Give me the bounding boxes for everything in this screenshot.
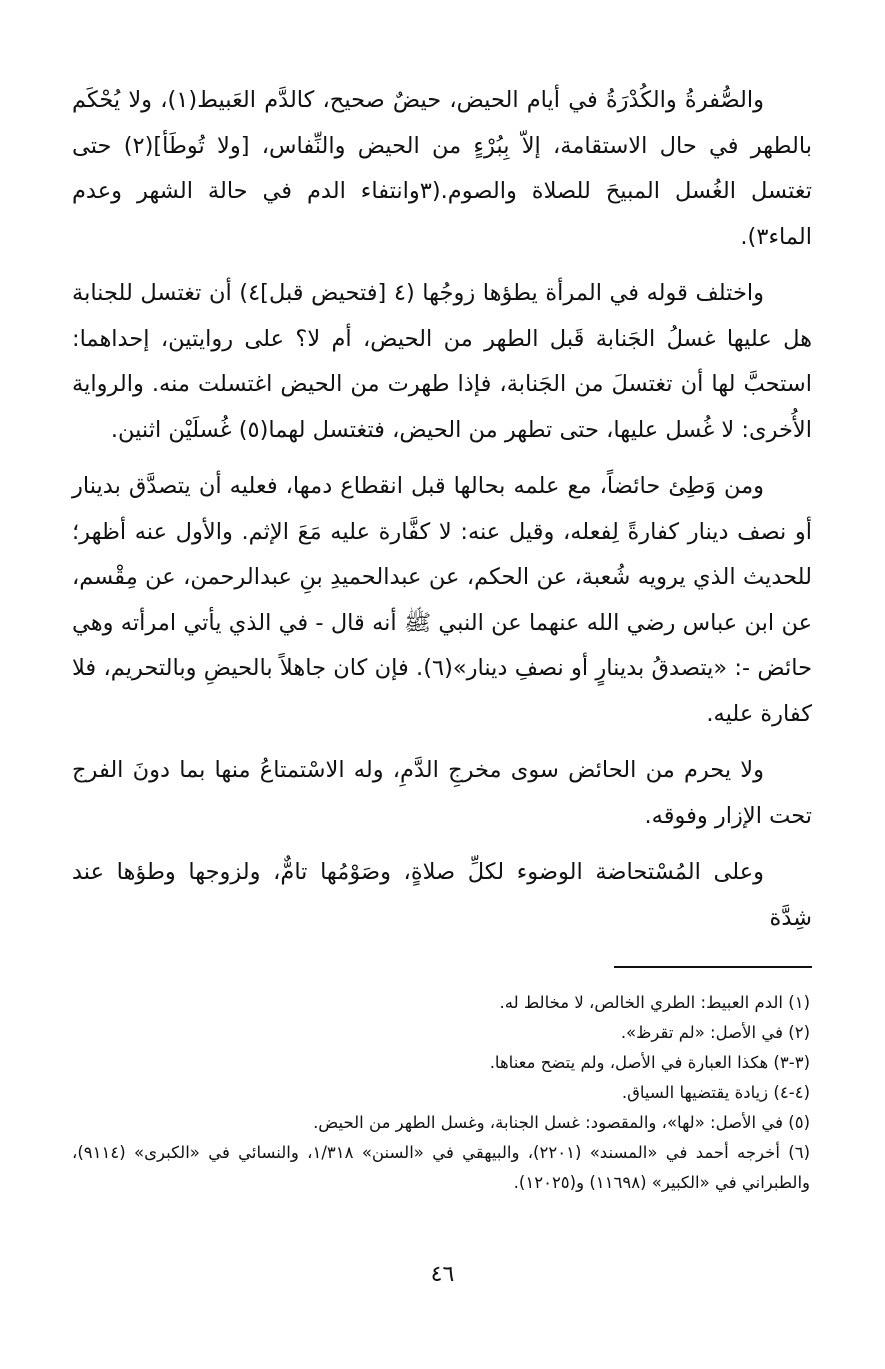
page-number: ٤٦ xyxy=(430,1262,455,1287)
paragraph-intercourse-before-ghusl: واختلف قوله في المرأة يطؤها زوجُها (٤ [فتحيض قبل]٤) أن تغتسل للجنابة هل عليها غسلُ الجَنابة قَبل الطهر من الحيض، أم لا؟ على روايتين، إحداهما: استحبَّ لها أن تغتسلَ من الجَنابة، فإذا طهرت من الحيض اغتسلت منه. والرواية الأُخرى: لا غُسل عليها، حتى تطهر من الحيض، فتغتسل لهما(٥) غُسلَيْن اثنين. xyxy=(72,280,812,443)
footnote-3: (٣-٣) هكذا العبارة في الأصل، ولم يتضح معناها. xyxy=(489,1053,810,1072)
footnote-4: (٤-٤) زيادة يقتضيها السياق. xyxy=(621,1083,810,1102)
footnote-separator xyxy=(614,966,812,968)
footnote-2: (٢) في الأصل: «لم تقرظ». xyxy=(620,1023,810,1042)
footnote-5: (٥) في الأصل: «لها»، والمقصود: غسل الجنابة، وغسل الطهر من الحيض. xyxy=(313,1113,810,1132)
main-text xyxy=(72,78,812,952)
paragraph-istihada: وعلى المُسْتحاضة الوضوء لكلِّ صلاةٍ، وصَوْمُها تامٌّ، ولزوجها وطؤها عند شِدَّة xyxy=(72,859,812,931)
footnotes xyxy=(72,988,812,1198)
paragraph-expiation: ومن وَطِئ حائضاً، مع علمه بحالها قبل انقطاع دمها، فعليه أن يتصدَّق بدينار أو نصف دينار كفارةً لِفعله، وقيل عنه: لا كفَّارة عليه مَعَ الإثم. والأول عنه أظهر؛ للحديث الذي يرويه شُعبة، عن الحكم، عن عبدالحميدِ بنِ عبدالرحمن، عن مِقْسم، عن ابن عباس رضي الله عنهما عن النبي ﷺ أنه قال - في الذي يأتي امرأته وهي حائض -: «يتصدقُ بدينارٍ أو نصفِ دينار»(٦). فإن كان جاهلاً بالحيضِ وبالتحريم، فلا كفارة عليه. xyxy=(72,473,812,727)
paragraph-permitted-enjoyment: ولا يحرم من الحائض سوى مخرجِ الدَّمِ، وله الاسْتمتاعُ منها بما دونَ الفرج تحت الإزار وفوقه. xyxy=(72,757,812,829)
footnote-1: (١) الدم العبيط: الطري الخالص، لا مخالط له. xyxy=(499,993,810,1012)
footnote-6: (٦) أخرجه أحمد في «المسند» (٢٢٠١)، والبيهقي في «السنن» ١/٣١٨، والنسائي في «الكبرى» (٩١١٤)، والطبراني في «الكبير» (١١٦٩٨) و(١٢٠٢٥). xyxy=(72,1143,811,1192)
paragraph-colored-discharge: والصُّفرةُ والكُدْرَةُ في أيام الحيض، حيضٌ صحيح، كالدَّم العَبيط(١)، ولا يُحْكَم بالطهر في حال الاستقامة، إلاّ بِبُرْءٍ من الحيض والنِّفاس، [ولا تُوطَأ](٢) حتى تغتسل الغُسل المبيحَ للصلاة والصوم.(٣وانتفاء الدم في حالة الشهر وعدم الماء٣). xyxy=(72,87,812,250)
